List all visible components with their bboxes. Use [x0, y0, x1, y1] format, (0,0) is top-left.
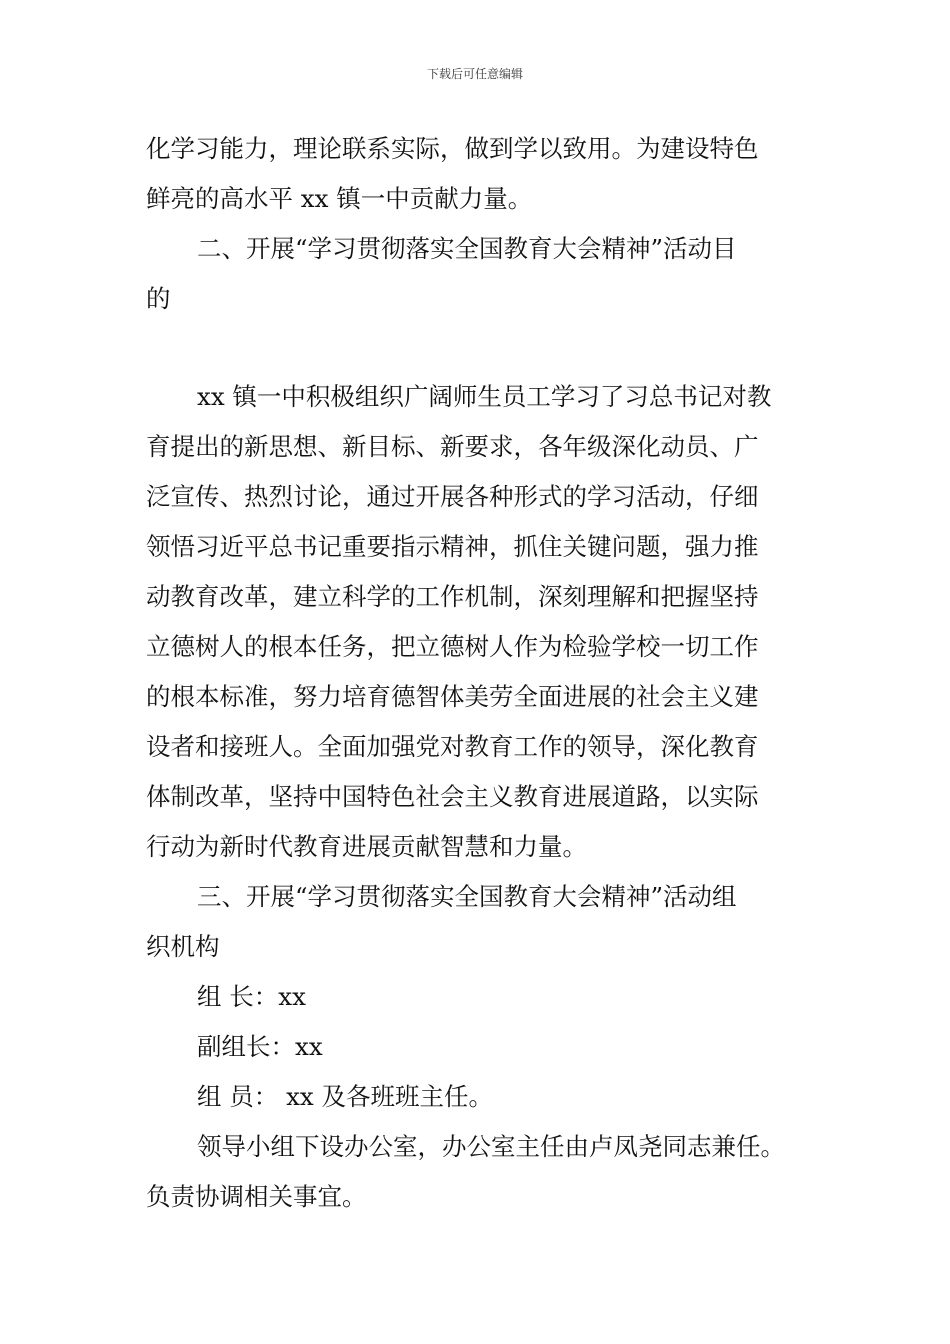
deputy-leader-line: 副组长：xx — [197, 1032, 323, 1061]
paragraph-line: 育提出的新思想、新目标、新要求，各年级深化动员、广 — [146, 432, 759, 461]
paragraph-line: 领悟习近平总书记重要指示精神，抓住关键问题，强力推 — [146, 532, 759, 561]
paragraph-line: 动教育改革，建立科学的工作机制，深刻理解和把握坚持 — [146, 582, 759, 611]
page-header: 下载后可任意编辑 — [426, 67, 523, 81]
group-members-line: 组 员： xx 及各班班主任。 — [197, 1082, 493, 1111]
paragraph-line: 行动为新时代教育进展贡献智慧和力量。 — [146, 832, 587, 861]
section-heading-3-continued: 织机构 — [146, 932, 220, 961]
paragraph-line: 泛宣传、热烈讨论，通过开展各种形式的学习活动，仔细 — [146, 482, 759, 511]
paragraph-line: xx 镇一中积极组织广阔师生员工学习了习总书记对教 — [197, 382, 772, 411]
paragraph-line: 鲜亮的高水平 xx 镇一中贡献力量。 — [146, 184, 533, 213]
paragraph-line: 立德树人的根本任务，把立德树人作为检验学校一切工作 — [146, 632, 759, 661]
section-heading-2-continued: 的 — [146, 284, 171, 313]
paragraph-line: 体制改革，坚持中国特色社会主义教育进展道路，以实际 — [146, 782, 759, 811]
paragraph-line: 化学习能力，理论联系实际，做到学以致用。为建设特色 — [146, 134, 759, 163]
paragraph-line: 设者和接班人。全面加强党对教育工作的领导，深化教育 — [146, 732, 759, 761]
section-heading-2: 二、开展“学习贯彻落实全国教育大会精神”活动目 — [197, 234, 737, 263]
group-leader-line: 组 长：xx — [197, 982, 306, 1011]
office-line-continued: 负责协调相关事宜。 — [146, 1182, 367, 1211]
paragraph-line: 的根本标准，努力培育德智体美劳全面进展的社会主义建 — [146, 682, 759, 711]
office-line: 领导小组下设办公室，办公室主任由卢凤尧同志兼任。 — [197, 1132, 785, 1161]
section-heading-3: 三、开展“学习贯彻落实全国教育大会精神”活动组 — [197, 882, 737, 911]
